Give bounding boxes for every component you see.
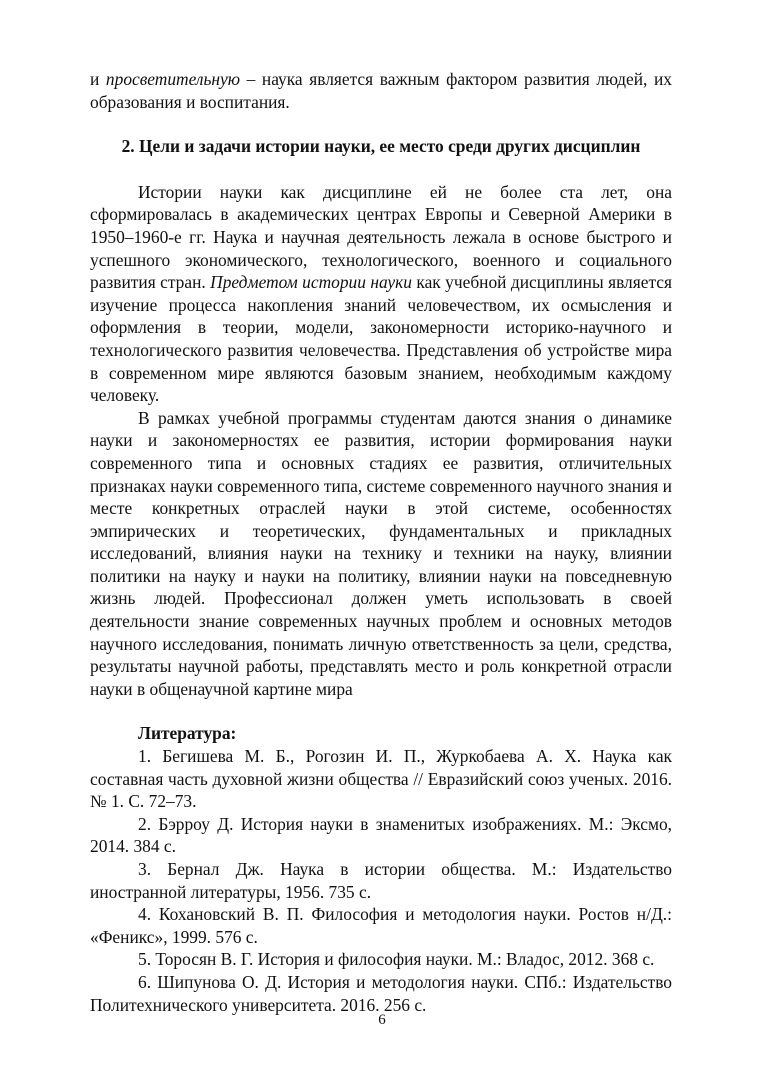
- page-number: 6: [378, 1012, 386, 1028]
- literature-heading: Литература:: [138, 723, 237, 744]
- reference-item-2: 2. Бэрроу Д. История науки в знаменитых изображениях. М.: Эксмо, 2014. 384 с.: [90, 813, 672, 857]
- reference-item-5: 5. Торосян В. Г. История и философия науки. М.: Владос, 2012. 368 с.: [138, 949, 655, 970]
- intro-paragraph: [90, 68, 672, 113]
- document-page: [90, 68, 672, 1016]
- section-heading: 2. Цели и задачи истории науки, ее место среди других дисциплин: [121, 136, 641, 157]
- intro-prefix: и: [90, 69, 106, 89]
- paragraph1-part1: Истории науки как дисциплине ей не более ста лет, она сформировалась в академических центрах Европы и Северной Америки в 1950–1960-е гг. Наука и научная деятельность лежала в основе быстрого и успешного экономического, технологического, военного и социального развития стран.: [90, 181, 672, 293]
- intro-italic-term: просветительную: [105, 69, 240, 89]
- body-paragraph-1: [90, 181, 672, 407]
- reference-item-6: 6. Шипунова О. Д. История и методология науки. СПб.: Издательство Политехнического университета. 2016. 256 с.: [90, 971, 672, 1015]
- intro-suffix: – наука является важным фактором развития людей, их образования и воспитания.: [90, 69, 672, 112]
- reference-item-4: 4. Кохановский В. П. Философия и методология науки. Ростов н/Д.: «Феникс», 1999. 576 с.: [90, 904, 672, 947]
- paragraph1-part2: как учебной дисциплины является изучение процесса накопления знаний человечеством, их осмысления и оформления в теории, модели, закономерности историко-научного и технологического развития человечества. Представления об устройстве мира в современном мире являются базовым знанием, необходимым каждому человеку.: [90, 272, 672, 406]
- reference-item-1: 1. Бегишева М. Б., Рогозин И. П., Журкобаева А. Х. Наука как составная часть духовной жизни общества // Евразийский союз ученых. 2016. № 1. С. 72–73.: [90, 746, 672, 812]
- body-paragraph-2: В рамках учебной программы студентам даются знания о динамике науки и закономерностях ее развития, истории формирования науки современного типа и основных стадиях ее развития, отличительных признаках науки современного типа, системе современного научного знания и месте конкретных отраслей науки в этой системе, особенностях эмпирических и теоретических, фундаментальных и прикладных исследований, влияния науки на технику и техники на науку, влиянии политики на науку и науки на политику, влиянии науки на повседневную жизнь людей. Профессионал должен уметь использовать в своей деятельности знание современных научных проблем и основных методов научного исследования, понимать личную ответственность за цели, средства, результаты научной работы, представлять место и роль конкретной отрасли науки в общенаучной картине мира: [90, 407, 672, 699]
- reference-item-3: 3. Бернал Дж. Наука в истории общества. М.: Издательство иностранной литературы, 1956. 735 с.: [90, 859, 672, 902]
- paragraph1-italic-term: Предметом истории науки: [210, 272, 412, 293]
